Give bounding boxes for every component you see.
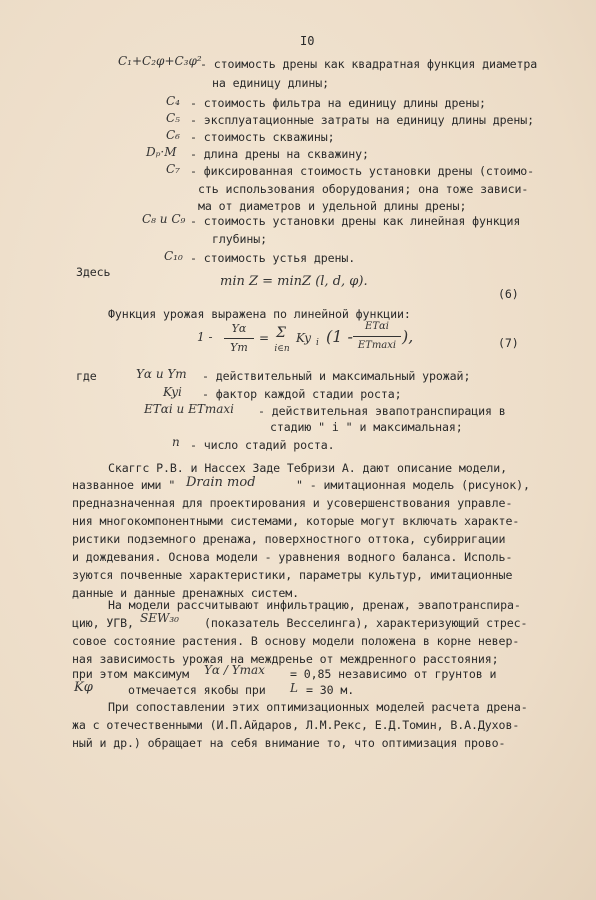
- l-symbol: L: [290, 681, 298, 695]
- symbol-c10: C₁₀: [164, 249, 183, 263]
- document-page: I0 C₁+C₂φ+C₃φ² - стоимость дрены как квадратная функция диаметра на единицу длины; C₄ - стоимость фильтра на единицу длины дрены; C₅ - эксплуатационные затраты на единицу длины дрены; C₆ - стоимость скважины; Dₚ·M - длина дрены на скважину; C₇ - фиксированная стоимость установки дрены (стоимо- сть использования оборудования; она тоже зависи- ма от диаметров и удельной длины дрены; C₈ и C₉ - стоимость установки дрены как линейная функция глубины; C₁₀ - стоимость устья дрены. Здесь min Z = minZ (l, d, φ). (6) Функция урожая выражена по линейной функции: 1 - Yα Ym = Σ i∈n Ky i (1 - ETαi ETmaxi ), (7) где Yα и Ym - действительный и максимальный урожай; Kyi - фактор каждой стадии роста; ETαi и ETmaxi - действительная эвапотранспирация в стадию " i " и максимальная; n - число стадий роста. Скаггс Р.В. и Нассех Заде Тебризи А. дают описание модели, названное ими " Drain mod " - имитационная модель (рисунок), предназначенная для проектирования и усовершенствования управле- ния многокомпонентными системами, которые могут включать характе- ристики подземного дренажа, поверхностного оттока, субирригации и дождевания. Основа модели - уравнения водного баланса. Исполь- зуются почвенные характеристики, параметры культур, имитационные данные и данные дренажных систем. На модели рассчитывают инфильтрацию, дренаж, эвапотранспира- цию, УГВ, SEW₃₀ (показатель Весселинга), характеризующий стрес- совое состояние растения. В основу модели положена в корне невер- ная зависимость урожая на междренье от междренного расстояния; при этом максимум Yα / Ymax = 0,85 независимо от грунтов и Kφ отмечается якобы при L = 30 м. При сопоставлении этих оптимизационных моделей расчета дрена- жа с отечественными (И.П.Айдаров, Л.М.Рекс, Е.Д.Томин, В.А.Духов- ный и др.) обращает на себя внимание то, что оптимизация прово-: [0, 0, 596, 900]
- here-label: Здесь: [76, 265, 111, 279]
- crop-function-intro: Функция урожая выражена по линейной функции:: [108, 307, 411, 321]
- where-label: где: [76, 369, 97, 383]
- symbol-dp-m: Dₚ·M: [146, 145, 177, 159]
- symbol-kyi: Kyi: [163, 385, 182, 399]
- definition-line: на единицу длины;: [212, 76, 329, 90]
- definition-line: - фиксированная стоимость установки дрены (стоимо-: [190, 164, 535, 178]
- yield-ratio-symbol: Yα / Ymax: [204, 663, 265, 677]
- page-number: I0: [300, 34, 315, 48]
- where-line: - действительная эвапотранспирация в: [258, 404, 506, 418]
- definition-line: - стоимость устья дрены.: [190, 251, 356, 265]
- symbol-eta-etmax: ETαi и ETmaxi: [144, 402, 234, 416]
- symbol-c8-c9: C₈ и C₉: [142, 212, 186, 226]
- definition-line: - эксплуатационные затраты на единицу длины дрены;: [190, 113, 535, 127]
- symbol-n: n: [172, 435, 180, 449]
- definition-line: сть использования оборудования; она тоже зависи-: [198, 182, 529, 196]
- definition-line: - стоимость установки дрены как линейная функция: [190, 214, 521, 228]
- definition-line: - стоимость фильтра на единицу длины дрены;: [190, 96, 486, 110]
- definition-line: - длина дрены на скважину;: [190, 147, 369, 161]
- symbol-c5: C₅: [166, 111, 180, 125]
- equation-6-number: (6): [498, 287, 519, 301]
- where-line: - действительный и максимальный урожай;: [202, 369, 471, 383]
- where-line: стадию " i " и максимальная;: [270, 420, 463, 434]
- definition-line: - стоимость дрены как квадратная функция диаметра: [200, 57, 538, 71]
- equation-7-number: (7): [498, 336, 519, 350]
- symbol-c1-c2-c3: C₁+C₂φ+C₃φ²: [118, 54, 202, 68]
- k-phi-symbol: Kφ: [74, 680, 93, 695]
- where-line: - фактор каждой стадии роста;: [202, 387, 402, 401]
- symbol-c7: C₇: [166, 162, 180, 176]
- drainmod-name: Drain mod: [186, 475, 256, 490]
- definition-line: ма от диаметров и удельной длины дрены;: [198, 199, 467, 213]
- where-line: - число стадий роста.: [190, 438, 335, 452]
- definition-line: - стоимость скважины;: [190, 130, 335, 144]
- symbol-ya-ym: Yα и Ym: [136, 367, 187, 381]
- symbol-c4: C₄: [166, 94, 180, 108]
- sew30-symbol: SEW₃₀: [140, 611, 179, 625]
- definition-line: глубины;: [212, 232, 268, 246]
- equation-6: min Z = minZ (l, d, φ).: [220, 274, 368, 289]
- symbol-c6: C₆: [166, 128, 180, 142]
